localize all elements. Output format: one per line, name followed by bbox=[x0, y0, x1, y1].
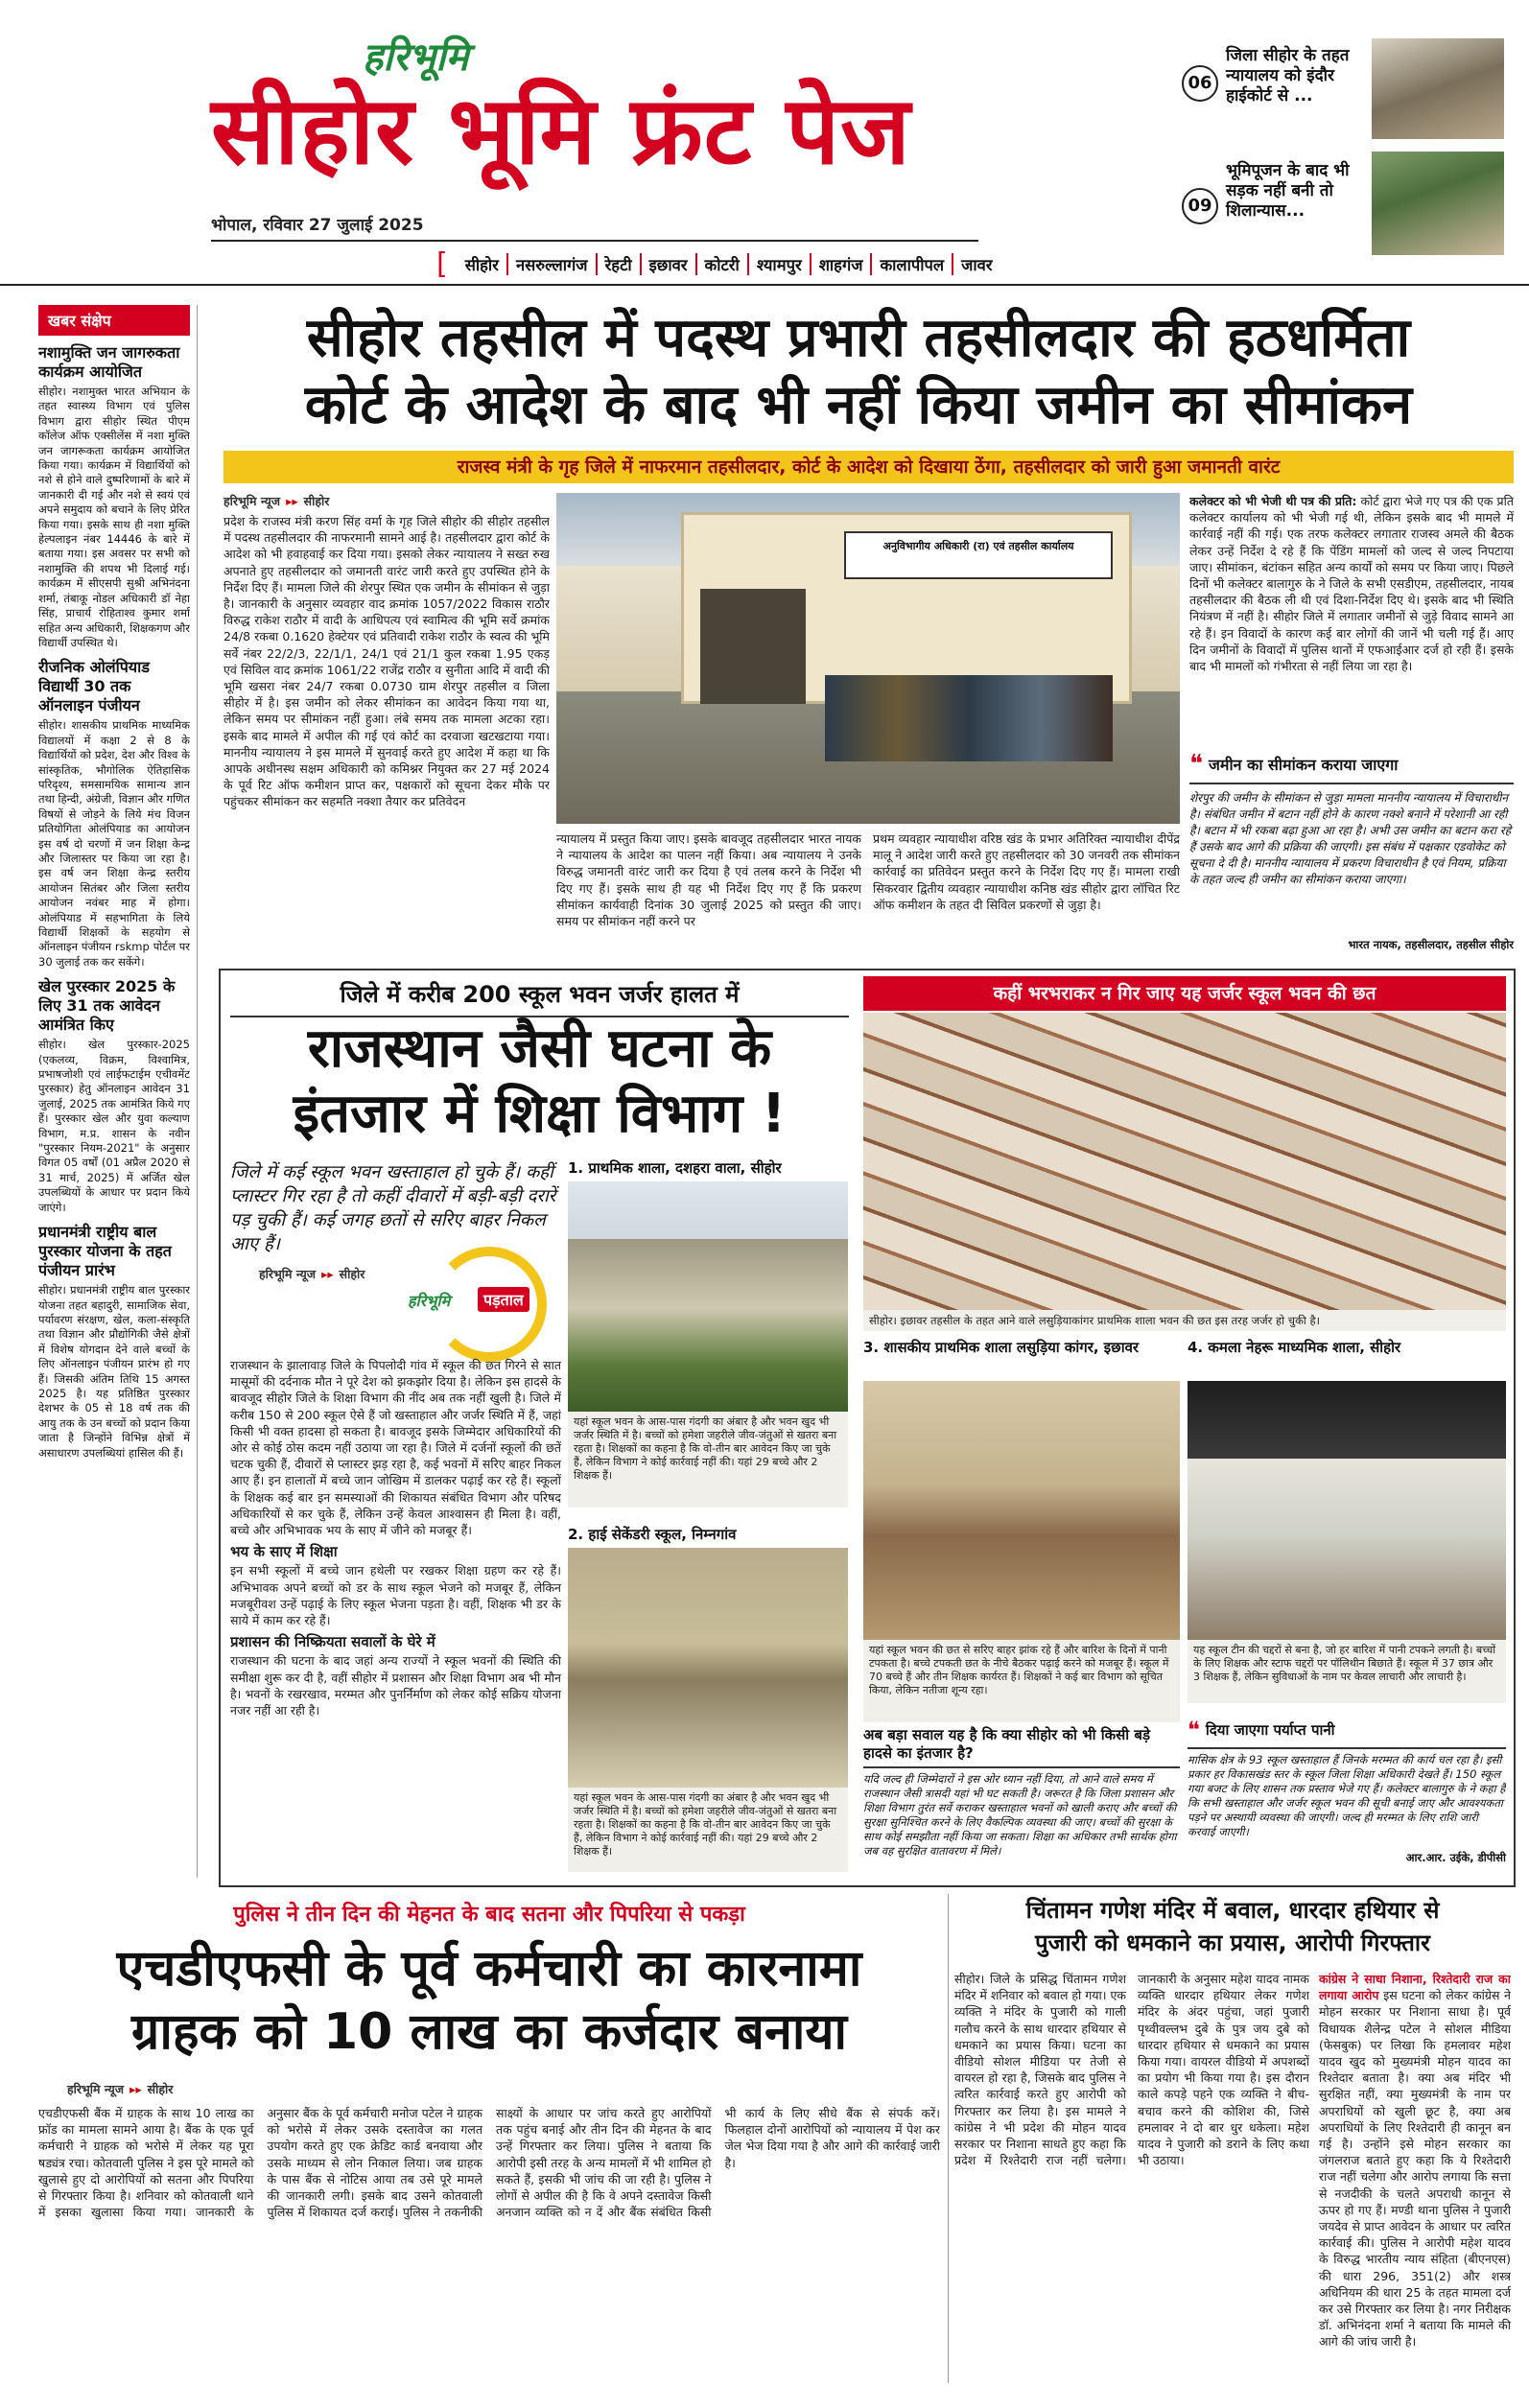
funds-box bbox=[1188, 1717, 1506, 1880]
quote-icon: ❝ bbox=[1189, 750, 1203, 779]
school-photo-2-title: 2. हाई सेकेंडरी स्कूल, निम्नगांव bbox=[568, 1526, 737, 1543]
loan-body: एचडीएफसी बैंक में ग्राहक के साथ 10 लाख का फ्रॉड का मामला सामने आया है। बैंक के एक पूर्व कर्मचारी ने ग्राहक को भरोसे में लेकर यह पूरा षड्यंत्र रचा। कोतवाली पुलिस ने इस पूरे मामले को खुलासे हुए दो आरोपियों को सतना और पिपरिया से गिरफ्तार किया है। शनिवार को कोतवाली थाने में इसका खुलासा किया गया। जानकारी के अनुसार बैंक के पूर्व कर्मचारी मनोज पटेल ने ग्राहक को भरोसे में लेकर उसके दस्तावेज का गलत उपयोग करते हुए एक क्रेडिट कार्ड बनवाया और उसके माध्यम से लोन निकाल लिया। जब ग्राहक के पास बैंक से नोटिस आया तब उसे पूरे मामले की जानकारी लगी। इसके बाद उसने कोतवाली पुलिस में शिकायत दर्ज कराई। पुलिस ने तकनीकी साक्ष्यों के आधार पर जांच करते हुए आरोपियों तक पहुंच बनाई और तीन दिन की मेहनत के बाद उन्हें गिरफ्तार कर लिया। पुलिस ने बताया कि आरोपी इसी तरह के अन्य मामलों में भी शामिल हो सकते हैं, इसकी भी जांच की जा रही है। पुलिस ने लोगों से अपील की है कि वे अपने दस्तावेज किसी अनजान व्यक्ति को न दें और बैंक संबंधित किसी भी कार्य के लिए सीधे बैंक से संपर्क करें। फिलहाल दोनों आरोपियों को न्यायालय में पेश कर जेल भेज दिया गया है और आगे की कार्रवाई जारी है। bbox=[38, 2106, 940, 2220]
lead-photo bbox=[556, 493, 1180, 824]
loan-headline-line-2: ग्राहक को 10 लाख का कर्जदार बनाया bbox=[131, 2003, 847, 2061]
school-headline-line-1: राजस्थान जैसी घटना के bbox=[307, 1017, 772, 1080]
temple-headline-line-1: चिंतामन गणेश मंदिर में बवाल, धारदार हथियार से bbox=[1025, 1897, 1440, 1924]
teaser-text: जिला सीहोर के तहत न्यायालय को इंदौर हाईकोर्ट से ... bbox=[1226, 46, 1350, 105]
quote-box bbox=[1189, 750, 1514, 963]
news-brief-item[interactable] bbox=[38, 1223, 190, 1461]
temple-headline bbox=[954, 1894, 1511, 1959]
loan-headline bbox=[38, 1937, 940, 2064]
funds-attribution: आर.आर. उईके, डीपीसी bbox=[1405, 1851, 1506, 1864]
question-body: यदि जल्द ही जिम्मेदारों ने इस ओर ध्यान नहीं दिया, तो आने वाले समय में राजस्थान जैसी त्रासदी यहां भी घट सकती है। जरूरत है कि जिला प्रशासन और शिक्षा विभाग तुरंत सर्वे कराकर खस्ताहाल भवनों को खाली कराए और बच्चों की सुरक्षा सुनिश्चित करने के लिए वैकल्पिक व्यवस्था की जाए। बच्चों की सुरक्षा के साथ कोई समझौता नहीं किया जा सकता। शिक्षा का अधिकार तभी सार्थक होगा जब वह सुरक्षित वातावरण में मिले। bbox=[863, 1772, 1177, 1858]
lead-headline-line-2: कोर्ट के आदेश के बाद भी नहीं किया जमीन का सीमांकन bbox=[304, 374, 1413, 436]
nav-bracket-icon: [ bbox=[436, 246, 448, 281]
school-subhead-1: भय के साए में शिक्षा bbox=[230, 1543, 338, 1561]
teaser-item[interactable] bbox=[1182, 38, 1506, 144]
news-brief-body: सीहोर। प्रधानमंत्री राष्ट्रीय बाल पुरस्कार योजना तहत बहादुरी, सामाजिक सेवा, पर्यावरण संरक्षण, खेल, कला-संस्कृति तथा विज्ञान और प्रौद्योगिकी जैसे क्षेत्रों में विशेष योगदान देने वाले बच्चों के लिए ऑनलाइन पंजीयन प्रारंभ हो गए हैं। जिसकी अंतिम तिथि 15 अगस्त 2025 है। यह प्रतिष्ठित पुरस्कार देशभर के 05 से 18 वर्ष तक की आयु तक के उन बच्चों को प्रदान किया जाता है जिन्होंने विभिन्न क्षेत्रों में असाधारण उपलब्धियां हासिल की हैं। bbox=[38, 1283, 190, 1460]
news-brief-item[interactable] bbox=[38, 658, 190, 970]
nav-item[interactable]: इछावर bbox=[642, 253, 697, 275]
lead-strap: राजस्व मंत्री के गृह जिले में नाफरमान तहसीलदार, कोर्ट के आदेश को दिखाया ठेंगा, तहसीलदार को जारी हुआ जमानती वारंट bbox=[223, 451, 1514, 483]
teaser-page-number: 06 bbox=[1182, 65, 1218, 102]
school-deck: जिले में कई स्कूल भवन खस्ताहाल हो चुके हैं। कहीं प्लास्टर गिर रहा है तो कहीं दीवारों में बड़ी-बड़ी दरारें पड़ चुकी हैं। कई जगह छतों से सरिए बाहर निकल आए हैं। bbox=[230, 1162, 556, 1254]
lead-body-left bbox=[223, 493, 550, 961]
nav-item[interactable]: शाहगंज bbox=[812, 253, 873, 275]
teaser-text: भूमिपूजन के बाद भी सड़क नहीं बनी तो शिलान्यास... bbox=[1226, 161, 1350, 221]
nav-item[interactable]: श्यामपुर bbox=[749, 253, 812, 275]
funds-title: दिया जाएगा पर्याप्त पानी bbox=[1205, 1721, 1335, 1739]
teaser-photo bbox=[1372, 152, 1504, 255]
news-brief-title: खेल पुरस्कार 2025 के लिए 31 तक आवेदन आमंत्रित किए bbox=[38, 977, 176, 1035]
brand-logo: हरिभूमि bbox=[363, 35, 469, 80]
quote-body: शेरपुर की जमीन के सीमांकन से जुड़ा मामला माननीय न्यायालय में विचाराधीन है। संबंधित जमीन में बटान नहीं होने के कारण नक्शे बनाने में परेशानी आ रही है। बटान में भी रकबा बढ़ा हुआ आ रहा है। अभी उस जमीन का बटान करा रहे हैं उसके बाद आगे की प्रक्रिया की जाएगी। इस संबंध में पक्षकार एडवोकेट को सूचना दे दी है। माननीय न्यायालय में प्रकरण विचाराधीन है एवं नियम, प्रक्रिया के तहत जल्द ही जमीन का सीमांकन कराया जाएगा। bbox=[1189, 791, 1512, 886]
nav-item[interactable]: नसरुल्लागंज bbox=[508, 253, 598, 275]
school-photo-2 bbox=[568, 1525, 848, 1878]
news-brief-body: सीहोर। शासकीय प्राथमिक माध्यमिक विद्यालयों में कक्षा 2 से 8 के विद्यार्थियों को प्रदेश, देश और विश्व के सांस्कृतिक, भौगोलिक ऐतिहासिक परिदृश्य, समसामयिक सामान्य ज्ञान तथा हिन्दी, अंग्रेजी, विज्ञान और गणित विषयों से जोड़ने के लिये मंच विजन प्रतियोगिता ओलंपियाड का आयोजन इस वर्ष दो चरणों में जन शिक्षा केन्द्र और जिलास्तर पर किया जा रहा है। इस वर्ष जन शिक्षा केन्द्र स्तरीय आयोजन सितंबर और जिला स्तरीय आयोजन नवंबर माह में होगा। ओलंपियाड में सहभागिता के लिये विद्यार्थी शिक्षकों के सहयोग से ऑनलाइन पंजीयन rskmp पोर्टल पर 30 जुलाई तक कर सकेंगे। bbox=[38, 718, 190, 969]
temple-sidebar bbox=[1319, 1971, 1511, 2383]
lead-byline: हरिभूमि न्यूज ▸▸ सीहोर bbox=[223, 494, 330, 508]
temple-body: सीहोर। जिले के प्रसिद्ध चिंतामन गणेश मंदिर में शनिवार को बवाल हो गया। एक व्यक्ति ने मंदिर के पुजारी को गाली गलौच करने के साथ धारदार हथियार से धमकाने का प्रयास किया। घटना का वीडियो सोशल मीडिया पर तेजी से वायरल हो रहा है, जिसके बाद पुलिस ने त्वरित कार्रवाई करते हुए आरोपी को गिरफ्तार कर लिया है। इस मामले ने कांग्रेस ने भी प्रदेश की मोहन यादव सरकार पर निशाना साधते हुए कहा कि प्रदेश में रिश्तेदारी राज नहीं चलेगा। जानकारी के अनुसार महेश यादव नामक व्यक्ति धारदार हथियार लेकर गणेश मंदिर के अंदर पहुंचा, जहां पुजारी पृथ्वीवल्लभ दुबे के पुत्र जय दुबे को धारदार हथियार से धमकाने का प्रयास किया गया। वायरल वीडियो में अपशब्दों का प्रयोग भी किया गया है। इस दौरान काले कपड़े पहने एक व्यक्ति ने बीच-बचाव करने की कोशिश की, जिसे हमलावर ने दो बार धुर धकेला। महेश यादव ने पुजारी को डराने के लिए कथा भी उठाया। bbox=[954, 1972, 1309, 2168]
school-photo-4-title: 4. कमला नेहरू माध्यमिक शाला, सीहोर bbox=[1188, 1339, 1401, 1356]
collector-sidebar-body: कोर्ट द्वारा भेजे गए पत्र की एक प्रति कलेक्टर कार्यालय को भी भेजी गई थी, लेकिन इसके बाद भी मामले में कार्रवाई नहीं की गई। एक तरफ कलेक्टर लगातार राजस्व अमले की बैठक लेकर उन्हें निर्देश दे रहे हैं कि पेंडिंग मामलों को जल्द से जल्द निपटाया जाए। सीमांकन, बंटांकन सहित अन्य कार्यों को समय पर किया जाए। पिछले दिनों भी कलेक्टर बालागुरु के ने जिले के सभी एसडीएम, तहसीलदार, नायब तहसीलदार की बैठक ली थी एवं दिशा-निर्देश दिए थे। इसके बाद भी स्थिति नियंत्रण में नहीं है। सीहोर जिले में लगातार जमीनों से जुड़े विवाद सामने आ रहे हैं। इन विवादों के कारण कई बार लोगों की जानें भी चली गई हैं। आए दिन जमीनों के विवादों में पुलिस थानों में एफआईआर दर्ज हो रही हैं। इसके बाद भी मामलों को गंभीरता से नहीं लिया जा रहा है। bbox=[1189, 494, 1514, 674]
school-headline-line-2: इंतजार में शिक्षा विभाग ! bbox=[293, 1083, 787, 1145]
lead-photo-signboard: अनुविभागीय अधिकारी (रा) एवं तहसील कार्यालय bbox=[844, 531, 1113, 579]
school-subhead-2: प्रशासन की निष्क्रियता सवालों के घेरे में bbox=[230, 1633, 435, 1651]
nav-item[interactable]: सीहोर bbox=[458, 253, 508, 275]
school-photo-3 bbox=[863, 1339, 1180, 1722]
lead-body-text: प्रदेश के राजस्व मंत्री करण सिंह वर्मा के गृह जिले सीहोर की सीहोर तहसील में पदस्थ तहसीलदार की नाफरमानी सामने आई है। तहसीलदार द्वारा कोर्ट के आदेश को भी हवाहवाई कर दिया गया। इसको लेकर न्यायालय ने सख्त रुख अपनाते हुए तहसीलदार को जमानती वारंट जारी करते हुए उपस्थित होने के निर्देश दिए हैं। मामला जिले की शेरपुर स्थित एक जमीन के सीमांकन से जुड़ा है। जानकारी के अनुसार व्यवहार वाद क्रमांक 1057/2022 विकास राठौर विरुद्ध राकेश राठौर में वादी के आधिपत्य एवं स्वामित्व की भूमि सर्वे क्रमांक 24/8 रकबा 0.1620 हेक्टेयर एवं प्रतिवादी राकेश राठौर के स्वत्व की भूमि सर्वे नंबर 22/2/3, 22/1/1, 24/1 एवं 21/1 कुल रकबा 1.95 एकड़ एवं सिविल वाद क्रमांक 1061/22 राजेंद्र राठौर व सुनीता आदि में वादी की भूमि खसरा नंबर 24/7 रकबा 0.0730 ग्राम शेरपुर तहसील व जिला सीहोर में है। इस जमीन को लेकर सीमांकन का आवेदन किया गया था, लेकिन समय पर सीमांकन नहीं हुआ। लंबे समय तक मामला अटका रहा। इसके बाद मामले में अपील की गई एवं कोर्ट का दरवाजा खटखटाया गया। माननीय न्यायालय ने इस मामले में सुनवाई करते हुए आदेश में कहा था कि आपके अधीनस्थ सक्षम अधिकारी को कमिश्नर नियुक्त कर 27 मई 2024 के पूर्व रिट ऑफ कमीशन प्राप्त कर, पक्षकारों को सूचना देकर मौके पर पहुंचकर सीमांकन कर सहमति नक्शा तैयार कर प्रतिवेदन bbox=[223, 514, 550, 809]
nav-item[interactable]: कोटरी bbox=[697, 253, 749, 275]
school-photo-3-title: 3. शासकीय प्राथमिक शाला लसुड़िया कांगर, इछावर bbox=[863, 1339, 1140, 1356]
funds-body: मासिक क्षेत्र के 93 स्कूल खस्ताहाल हैं जिनके मरम्मत की कार्य चल रहा है। इसी प्रकार हर विकासखंड स्तर के स्कूल जिला शिक्षा अधिकारी देखते हैं। 150 स्कूल गया बजट के लिए शासन तक प्रस्ताव भेजे गए हैं। कलेक्टर बालागुरु के ने कहा है कि सभी खस्ताहाल और जर्जर स्कूल भवन की सूची बनाई जाए और आवश्यकता पड़ने पर अस्थायी व्यवस्था की जाएगी। जल्द ही मरम्मत के लिए राशि जारी करवाई जाएगी। bbox=[1188, 1753, 1506, 1838]
masthead bbox=[0, 0, 1529, 288]
temple-sidebar-body: इस घटना को लेकर कांग्रेस ने मोहन सरकार पर निशाना साधा है। पूर्व विधायक शैलेन्द्र पटेल ने सोशल मीडिया (फेसबुक) पर लिखा कि हमलावर महेश यादव खुद को मुख्यमंत्री मोहन यादव का रिश्तेदार बताता है। क्या अब मंदिर भी सुरक्षित नहीं, क्या मुख्यमंत्री के नाम पर अपराधियों को खुली छूट है, क्या अब अपराधियों के लिए रिश्तेदारी ही कानून बन गई है। उन्होंने इसे मोहन सरकार का जंगलराज बताते हुए कहा कि ये रिश्तेदारी राज नहीं चलेगा और आरोप लगाया कि सत्ता से नजदीकी के चलते अपराधी कानून से ऊपर हो गए हैं। मण्डी थाना पुलिस ने पुजारी जयदेव से प्राप्त आवेदन के आधार पर त्वरित कार्रवाई की। पुलिस ने आरोपी महेश यादव के विरुद्ध भारतीय न्याय संहिता (बीएनएस) की धारा 296, 351(2) और शस्त्र अधिनियम की धारा 25 के तहत मामला दर्ज कर उसे गिरफ्तार कर लिया है। नगर निरीक्षक डॉ. अभिनंदना शर्मा ने बताया कि मामले की आगे की जांच जारी है। bbox=[1319, 1988, 1511, 2350]
school-photo-1-caption: यहां स्कूल भवन के आस-पास गंदगी का अंबार है और भवन खुद भी जर्जर स्थिति में है। बच्चों को हमेशा जहरीले जीव-जंतुओं से खतरा बना रहता है। शिक्षकों का कहना है कि वो-तीन बार आवेदन किए जा चुके हैं, लेकिन विभाग ने कोई कार्रवाई नहीं की। यहां 29 बच्चे और 2 शिक्षक हैं। bbox=[568, 1412, 848, 1508]
question-title: अब बड़ा सवाल यह है कि क्या सीहोर को भी किसी बड़े हादसे का इंतजार है? bbox=[863, 1726, 1180, 1768]
loan-headline-line-1: एचडीएफसी के पूर्व कर्मचारी का कारनामा bbox=[116, 1940, 862, 1998]
lead-photo-doorway bbox=[700, 589, 806, 704]
school-byline: हरिभूमि न्यूज ▸▸ सीहोर bbox=[259, 1267, 365, 1281]
collector-sidebar-head: कलेक्टर को भी भेजी थी पत्र की प्रति: bbox=[1189, 494, 1357, 508]
stamp-brand: हरिभूमि bbox=[408, 1292, 451, 1310]
school-photo-2-caption: यहां स्कूल भवन के आस-पास गंदगी का अंबार है और भवन खुद भी जर्जर स्थिति में है। बच्चों को हमेशा जहरीले जीव-जंतुओं से खतरा बना रहता है। शिक्षकों का कहना है कि वो-तीन बार आवेदन किए जा चुके हैं, लेकिन विभाग ने कोई कार्रवाई नहीं की। यहां 29 बच्चे और 2 शिक्षक हैं। bbox=[568, 1788, 848, 1872]
quote-title: जमीन का सीमांकन कराया जाएगा bbox=[1209, 756, 1399, 774]
school-photo-3-caption: यहां स्कूल भवन की छत से सरिए बाहर झांक रहे हैं और बारिश के दिनों में पानी टपकता है। बच्चे टपकती छत के नीचे बैठकर पढ़ाई करने को मजबूर हैं। स्कूल में 70 बच्चे हैं और तीन शिक्षक कार्यरत हैं। शिक्षकों ने कई बार विभाग को सूचित किया, लेकिन नतीजा शून्य रहा। bbox=[863, 1640, 1180, 1722]
quote-attribution: भारत नायक, तहसीलदार, तहसील सीहोर bbox=[1348, 938, 1514, 951]
school-headline bbox=[230, 1017, 849, 1147]
nav-item[interactable]: जावर bbox=[961, 255, 993, 274]
section-nav bbox=[436, 247, 1520, 280]
school-photo-1 bbox=[568, 1158, 848, 1510]
quote-icon: ❝ bbox=[1188, 1717, 1200, 1743]
school-photo-4-caption: यह स्कूल टीन की चद्दरों से बना है, जो हर बारिश में पानी टपकने लगती है। बच्चों के लिए शिक्षक और स्टाफ चद्दरों पर पॉलिथीन बिछाते हैं। स्कूल में 37 छात्र और 3 शिक्षक हैं, लेकिन सुविधाओं के नाम पर केवल लाचारी और लाचारी है। bbox=[1188, 1640, 1506, 1703]
news-brief-body: सीहोर। नशामुक्त भारत अभियान के तहत स्वास्थ्य विभाग एवं पुलिस विभाग द्वारा सीहोर स्थित पीएम कॉलेज ऑफ एक्सीलेंस में नशा मुक्ति जन जागरूकता कार्यक्रम आयोजित किया गया। कार्यक्रम में विद्यार्थियों को नशे से होने वाले दुष्परिणामों के बारे में जानकारी दी गई और नशे से स्वयं एवं अपने समुदाय को बचाने के लिए प्रेरित किया गया। इसके साथ ही नशा मुक्ति हेल्पलाइन नंबर 14446 के बारे में बताया गया। इस अवसर पर सभी को नशामुक्ति की शपथ भी दिलाई गई। कार्यक्रम में सीएसपी सुश्री अभिनंदना शर्मा, तंबाकू नोडल अधिकारी डॉ नेहा सिंह, प्राचार्य रोहिताश्व कुमार शर्मा सहित अन्य अधिकारी, शिक्षकगण और विद्यार्थी उपस्थित थे। bbox=[38, 385, 190, 649]
loan-byline: हरिभूमि न्यूज ▸▸ सीहोर bbox=[67, 2082, 174, 2096]
page-title: सीहोर भूमि फ्रंट पेज bbox=[211, 77, 911, 186]
ceiling-photo bbox=[863, 1013, 1506, 1310]
teaser-item[interactable] bbox=[1182, 152, 1506, 257]
loan-kicker: पुलिस ने तीन दिन की मेहनत के बाद सतना और पिपरिया से पकड़ा bbox=[233, 1903, 745, 1927]
collector-sidebar bbox=[1189, 493, 1514, 742]
ceiling-caption: सीहोर। इछावर तहसील के तहत आने वाले लसुड़ियाकांगर प्राथमिक शाला भवन की छत इस तरह जर्जर हो चुकी है। bbox=[863, 1310, 1506, 1331]
news-brief-body: सीहोर। खेल पुरस्कार-2025 (एकलव्य, विक्रम, विश्वामित्र, प्रभाषजोशी एवं लाईफटाईम एचीवमेंट पुरस्कार) हेतु ऑनलाइन आवेदन 31 जुलाई, 2025 तक आमंत्रित किये गए हैं। पुरस्कार खेल और युवा कल्याण विभाग, म.प्र. शासन के नवीन "पुरस्कार नियम-2021" के अनुसार विगत 05 वर्षों (01 अप्रैल 2020 से 31 मार्च, 2025) में अर्जित खेल उपलब्धियों के आधार पर प्रदान किये जाएंगे। bbox=[38, 1038, 190, 1214]
news-brief-item[interactable] bbox=[38, 343, 190, 650]
teaser-page-number: 09 bbox=[1182, 188, 1218, 224]
nav-item[interactable]: कालापीपल bbox=[872, 253, 953, 275]
news-brief-header: खबर संक्षेप bbox=[38, 305, 190, 336]
news-brief-title: नशामुक्ति जन जागरुकता कार्यक्रम आयोजित bbox=[38, 343, 180, 381]
lead-headline-line-1: सीहोर तहसील में पदस्थ प्रभारी तहसीलदार की हठधर्मिता bbox=[306, 307, 1411, 369]
ceiling-header: कहीं भरभराकर न गिर जाए यह जर्जर स्कूल भवन की छत bbox=[863, 976, 1506, 1011]
temple-sidebar-title: कांग्रेस ने साधा निशाना, रिश्तेदारी राज का लगाया आरोप bbox=[1319, 1972, 1511, 2003]
school-photo-1-title: 1. प्राथमिक शाला, दशहरा वाला, सीहोर bbox=[568, 1159, 782, 1177]
school-body: राजस्थान के झालावाड़ जिले के पिपलोदी गांव में स्कूल की छत गिरने से सात मासूमों की दर्दनाक मौत ने पूरे देश को झकझोर दिया है। लेकिन इस हादसे के बावजूद सीहोर जिले के शिक्षा विभाग की नींद अब तक नहीं खुली है। जिले में करीब 150 से 200 स्कूल ऐसे हैं जो खस्ताहाल और जर्जर स्थिति में हैं, जहां किसी भी वक्त हादसा हो सकता है। बावजूद इसके जिम्मेदार अधिकारियों की ओर से कोई ठोस कदम नहीं उठाया जा रहा है। जिले में दर्जनों स्कूलों की छतें चटक चुकी हैं, दीवारों से प्लास्टर झड़ रहा है, कई भवनों में सरिए बाहर निकल आए हैं। इन हालातों में बच्चे जान जोखिम में डालकर पढ़ाई कर रहे हैं। स्कूलों के शिक्षक कई बार इन समस्याओं की शिकायत संबंधित विभाग और परिषद अधिकारियों से कर चुके हैं, लेकिन उन्हें केवल आश्वासन ही मिला है। वहीं, बच्चे और अभिभावक भय के साए में जीने को मजबूर हैं। भय के साए में शिक्षा इन सभी स्कूलों में बच्चे जान हथेली पर रखकर शिक्षा ग्रहण कर रहे हैं। अभिभावक अपने बच्चों को डर के साथ स्कूल भेजने को मजबूर हैं, लेकिन मजबूरीवश उन्हें पढ़ाई के लिए स्कूल भेजना पड़ता है। वहीं, शिक्षक भी डर के साये में काम कर रहे हैं। प्रशासन की निष्क्रियता सवालों के घेरे में राजस्थान की घटना के बाद जहां अन्य राज्यों ने स्कूल भवनों की स्थिति की समीक्षा शुरू कर दी है, वहीं सीहोर में प्रशासन और शिक्षा विभाग अब भी मौन है। भवनों के रखरखाव, मरम्मत और पुनर्निर्माण को लेकर कोई सक्रिय योजना नजर नहीं आ रही है। bbox=[230, 1358, 561, 1718]
temple-headline-line-2: पुजारी को धमकाने का प्रयास, आरोपी गिरफ्तार bbox=[1035, 1929, 1430, 1956]
nav-item[interactable]: रेहटी bbox=[598, 253, 642, 275]
news-brief-title: प्रधानमंत्री राष्ट्रीय बाल पुरस्कार योजना के तहत पंजीयन प्रारंभ bbox=[38, 1223, 172, 1280]
dateline: भोपाल, रविवार 27 जुलाई 2025 bbox=[211, 216, 424, 235]
lead-photo-caption-left: न्यायालय में प्रस्तुत किया जाए। इसके बावजूद तहसीलदार भारत नायक ने न्यायालय के आदेश का पालन नहीं किया। अब न्यायालय ने उनके विरुद्ध जमानती वारंट जारी कर दिया है एवं तलब करने के निर्देश भी दिए गए हैं। इसके साथ ही यह भी निर्देश दिए गए हैं कि प्रकरण सीमांकन कार्यवाही दिनांक 30 जुलाई 2025 को प्रस्तुत की जाए। समय पर सीमांकन नहीं करने पर bbox=[556, 831, 861, 929]
school-kicker: जिले में करीब 200 स्कूल भवन जर्जर हालत में bbox=[230, 978, 849, 1017]
lead-headline bbox=[206, 305, 1511, 439]
teaser-photo bbox=[1372, 38, 1504, 139]
news-brief-item[interactable] bbox=[38, 977, 190, 1215]
stamp-word: पड़ताल bbox=[478, 1287, 529, 1312]
news-brief-sidebar bbox=[38, 305, 190, 1880]
school-photo-4 bbox=[1188, 1339, 1506, 1703]
teaser-box[interactable] bbox=[1182, 38, 1506, 257]
lead-photo-caption-right: प्रथम व्यवहार न्यायाधीश वरिष्ठ खंड के प्रभार अतिरिक्त न्यायाधीश दीपेंद्र मालू ने आदेश जारी करते हुए तहसीलदार को 30 जनवरी तक सीमांकन कार्रवाई का प्रतिवेदन प्रस्तुत करने के निर्देश दिए गए हैं। मामला राखी सिकरवार द्वितीय व्यवहार न्यायाधीश कनिष्ठ खंड सीहोर द्वारा लॉचित रिट ऑफ कमीशन के तहत दी सिविल प्रकरणों से जुड़ा है। bbox=[873, 831, 1180, 912]
news-brief-title: रीजनिक ओलंपियाड विद्यार्थी 30 तक ऑनलाइन पंजीयन bbox=[38, 658, 150, 715]
lead-photo-crowd bbox=[825, 675, 1113, 761]
investigation-stamp bbox=[403, 1247, 566, 1362]
question-box bbox=[863, 1726, 1180, 1880]
